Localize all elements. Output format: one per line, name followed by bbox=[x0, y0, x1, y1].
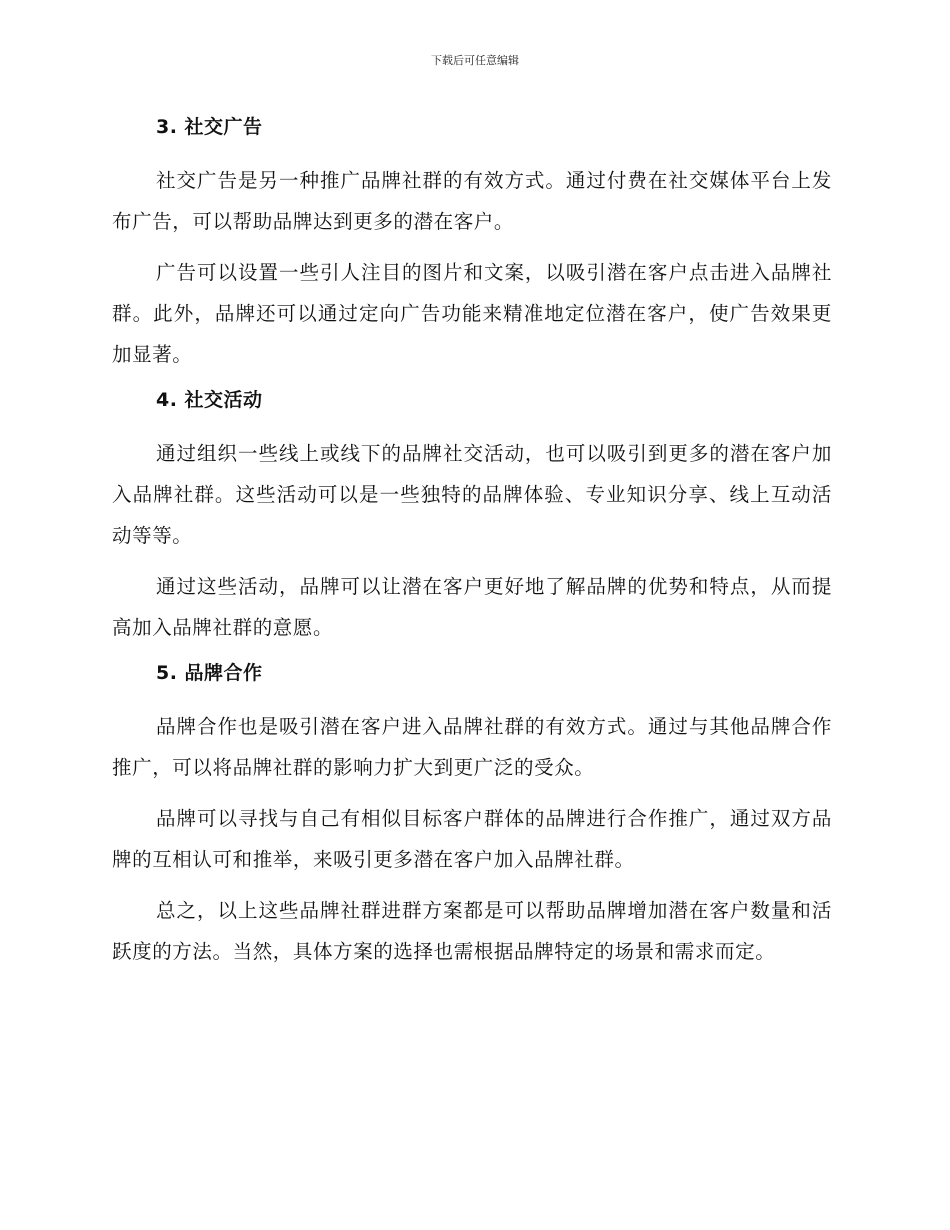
paragraph: 品牌可以寻找与自己有相似目标客户群体的品牌进行合作推广，通过双方品牌的互相认可和推举，来吸引更多潜在客户加入品牌社群。 bbox=[112, 807, 832, 871]
paragraph: 通过这些活动，品牌可以让潜在客户更好地了解品牌的优势和特点，从而提高加入品牌社群的意愿。 bbox=[112, 575, 832, 639]
paragraph: 品牌合作也是吸引潜在客户进入品牌社群的有效方式。通过与其他品牌合作推广，可以将品牌社群的影响力扩大到更广泛的受众。 bbox=[112, 715, 832, 779]
section-heading-social-ads: 3. 社交广告 bbox=[156, 116, 263, 138]
section-heading-brand-partnership: 5. 品牌合作 bbox=[156, 662, 263, 684]
paragraph: 广告可以设置一些引人注目的图片和文案，以吸引潜在客户点击进入品牌社群。此外，品牌还可以通过定向广告功能来精准地定位潜在客户，使广告效果更加显著。 bbox=[112, 261, 832, 366]
paragraph-conclusion: 总之，以上这些品牌社群进群方案都是可以帮助品牌增加潜在客户数量和活跃度的方法。当然，具体方案的选择也需根据品牌特定的场景和需求而定。 bbox=[112, 899, 832, 963]
paragraph: 社交广告是另一种推广品牌社群的有效方式。通过付费在社交媒体平台上发布广告，可以帮助品牌达到更多的潜在客户。 bbox=[112, 169, 832, 233]
paragraph: 通过组织一些线上或线下的品牌社交活动，也可以吸引到更多的潜在客户加入品牌社群。这些活动可以是一些独特的品牌体验、专业知识分享、线上互动活动等等。 bbox=[112, 442, 832, 547]
page-header: 下载后可任意编辑 bbox=[431, 54, 519, 67]
document-body bbox=[112, 112, 832, 982]
section-heading-social-events: 4. 社交活动 bbox=[156, 389, 263, 411]
